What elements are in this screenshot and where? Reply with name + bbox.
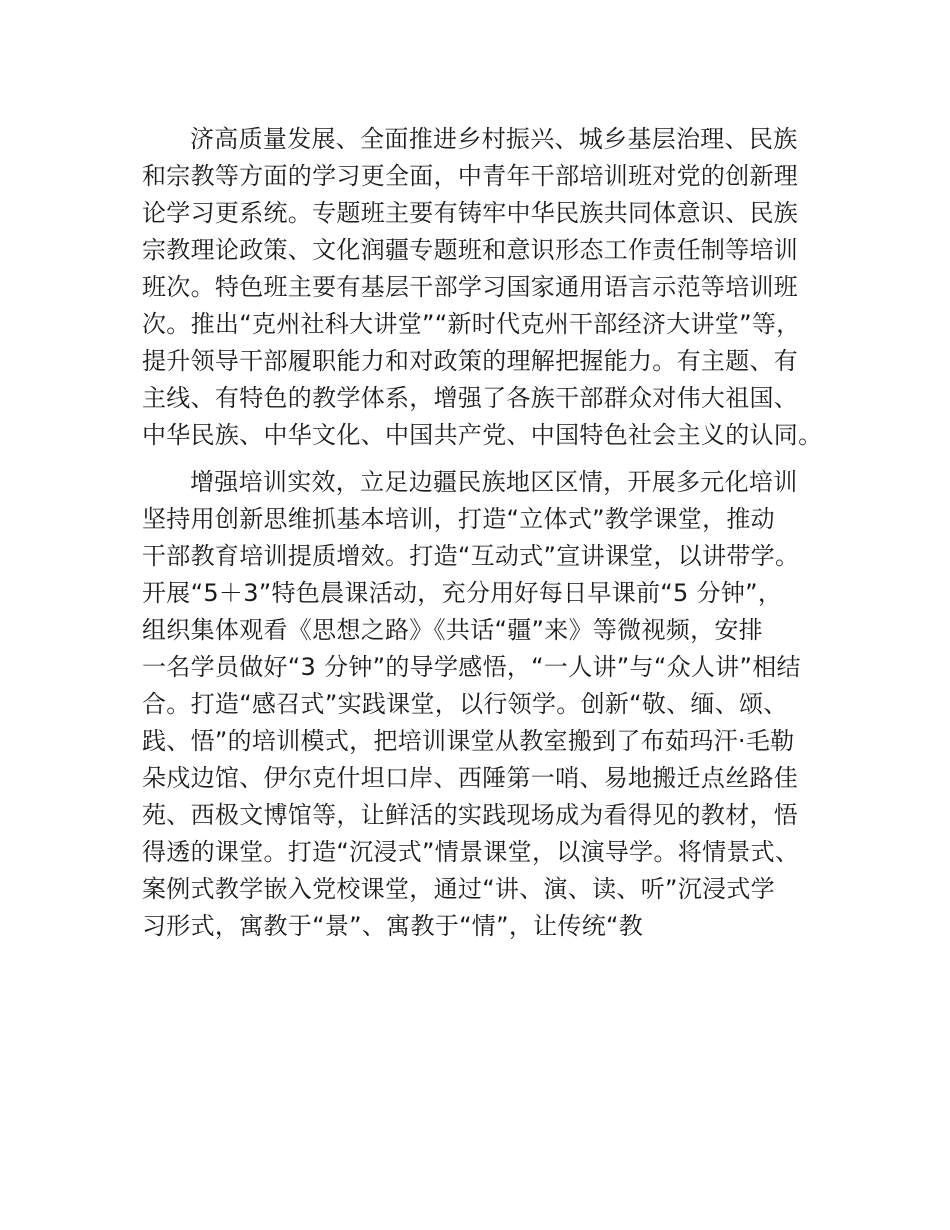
text-line: 主线、有特色的教学体系，增强了各族干部群众对伟大祖国、 (142, 384, 799, 412)
text-line: 论学习更系统。专题班主要有铸牢中华民族共同体意识、民族 (142, 199, 799, 227)
text-line: 和宗教等方面的学习更全面，中青年干部培训班对党的创新理 (142, 162, 799, 190)
text-line: 开展“5＋3”特色晨课活动，充分用好每日早课前“5 分钟”， (142, 579, 783, 607)
text-line: 班次。特色班主要有基层干部学习国家通用语言示范等培训班 (142, 273, 799, 301)
text-line: 一名学员做好“3 分钟”的导学感悟，“一人讲”与“众人讲”相结 (142, 653, 801, 681)
text-line: 坚持用创新思维抓基本培训，打造“立体式”教学课堂，推动 (142, 505, 775, 533)
text-line: 提升领导干部履职能力和对政策的理解把握能力。有主题、有 (142, 347, 799, 375)
text-line: 得透的课堂。打造“沉浸式”情景课堂，以演导学。将情景式、 (142, 838, 800, 866)
text-line: 中华民族、中华文化、中国共产党、中国特色社会主义的认同。 (142, 421, 823, 449)
text-line: 践、悟”的培训模式，把培训课堂从教室搬到了布茹玛汗·毛勒 (142, 727, 795, 755)
text-line: 增强培训实效，立足边疆民族地区区情，开展多元化培训 (190, 468, 798, 496)
text-line: 苑、西极文博馆等，让鲜活的实践现场成为看得见的教材，悟 (142, 801, 799, 829)
text-line: 案例式教学嵌入党校课堂，通过“讲、演、读、听”沉浸式学 (142, 875, 775, 903)
text-line: 宗教理论政策、文化润疆专题班和意识形态工作责任制等培训 (142, 236, 799, 264)
text-line: 习形式，寓教于“景”、寓教于“情”，让传统“教 (142, 912, 644, 940)
text-line: 合。打造“感召式”实践课堂，以行领学。创新“敬、缅、颂、 (142, 690, 788, 718)
text-line: 组织集体观看《思想之路》《共话“疆”来》等微视频，安排 (142, 616, 763, 644)
text-line: 朵戍边馆、伊尔克什坦口岸、西陲第一哨、易地搬迁点丝路佳 (142, 764, 799, 792)
text-line: 济高质量发展、全面推进乡村振兴、城乡基层治理、民族 (190, 125, 798, 153)
text-line: 次。推出“克州社科大讲堂”“新时代克州干部经济大讲堂”等， (142, 310, 801, 338)
text-line: 干部教育培训提质增效。打造“互动式”宣讲课堂，以讲带学。 (142, 542, 800, 570)
